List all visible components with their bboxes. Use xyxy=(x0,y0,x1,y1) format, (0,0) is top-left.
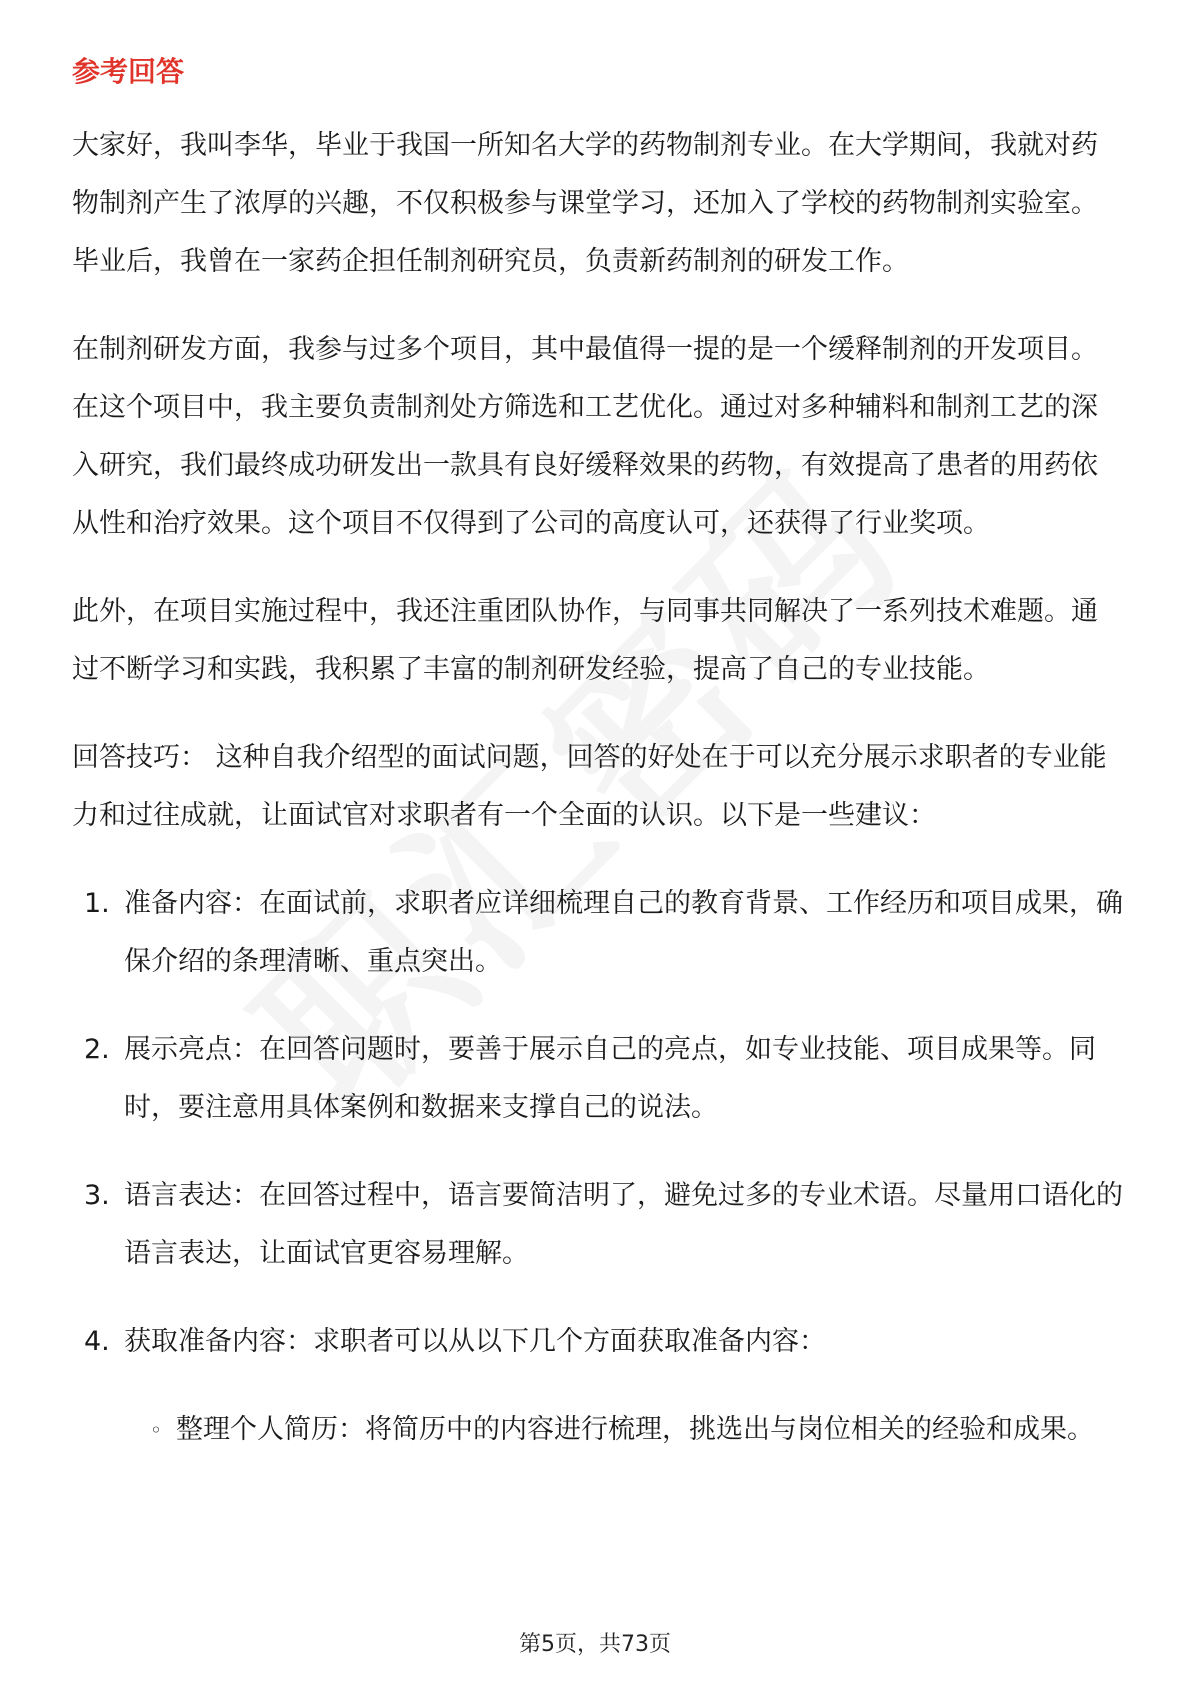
list-number: 1. xyxy=(84,888,110,919)
list-item-text: 语言表达：在回答过程中，语言要简洁明了，避免过多的专业术语。尽量用口语化的语言表达，让面试官更容易理解。 xyxy=(124,1180,1123,1269)
sub-list-item-text: 整理个人简历：将简历中的内容进行梳理，挑选出与岗位相关的经验和成果。 xyxy=(176,1414,1094,1445)
list-item xyxy=(72,875,1124,991)
page-footer: 第5页，共73页 xyxy=(519,1632,671,1657)
list-item-text: 准备内容：在面试前，求职者应详细梳理自己的教育背景、工作经历和项目成果，确保介绍的条理清晰、重点突出。 xyxy=(124,888,1123,977)
paragraph-project: 在制剂研发方面，我参与过多个项目，其中最值得一提的是一个缓释制剂的开发项目。在这个项目中，我主要负责制剂处方筛选和工艺优化。通过对多种辅料和制剂工艺的深入研究，我们最终成功研发出一款具有良好缓释效果的药物，有效提高了患者的用药依从性和治疗效果。这个项目不仅得到了公司的高度认可，还获得了行业奖项。 xyxy=(72,334,1098,539)
paragraph-intro: 大家好，我叫李华，毕业于我国一所知名大学的药物制剂专业。在大学期间，我就对药物制剂产生了浓厚的兴趣，不仅积极参与课堂学习，还加入了学校的药物制剂实验室。毕业后，我曾在一家药企担任制剂研究员，负责新药制剂的研发工作。 xyxy=(72,130,1098,277)
section-title: 参考回答 xyxy=(72,55,185,88)
list-number: 4. xyxy=(84,1326,110,1357)
bullet-icon: ◦ xyxy=(150,1418,162,1442)
tips-list xyxy=(72,875,1124,1459)
list-item-text: 展示亮点：在回答问题时，要善于展示自己的亮点，如专业技能、项目成果等。同时，要注意用具体案例和数据来支撑自己的说法。 xyxy=(124,1034,1096,1123)
list-number: 3. xyxy=(84,1180,110,1211)
sub-list xyxy=(124,1401,1124,1459)
list-item xyxy=(72,1313,1124,1459)
list-item xyxy=(72,1021,1124,1137)
paragraph-teamwork: 此外，在项目实施过程中，我还注重团队协作，与同事共同解决了一系列技术难题。通过不断学习和实践，我积累了丰富的制剂研发经验，提高了自己的专业技能。 xyxy=(72,596,1098,685)
list-item xyxy=(72,1167,1124,1283)
list-item-text: 获取准备内容：求职者可以从以下几个方面获取准备内容： xyxy=(124,1326,826,1357)
sub-list-item xyxy=(124,1401,1124,1459)
document-body xyxy=(72,117,1124,1489)
list-number: 2. xyxy=(84,1034,110,1065)
paragraph-tips: 回答技巧： 这种自我介绍型的面试问题，回答的好处在于可以充分展示求职者的专业能力和过往成就，让面试官对求职者有一个全面的认识。以下是一些建议： xyxy=(72,742,1107,831)
